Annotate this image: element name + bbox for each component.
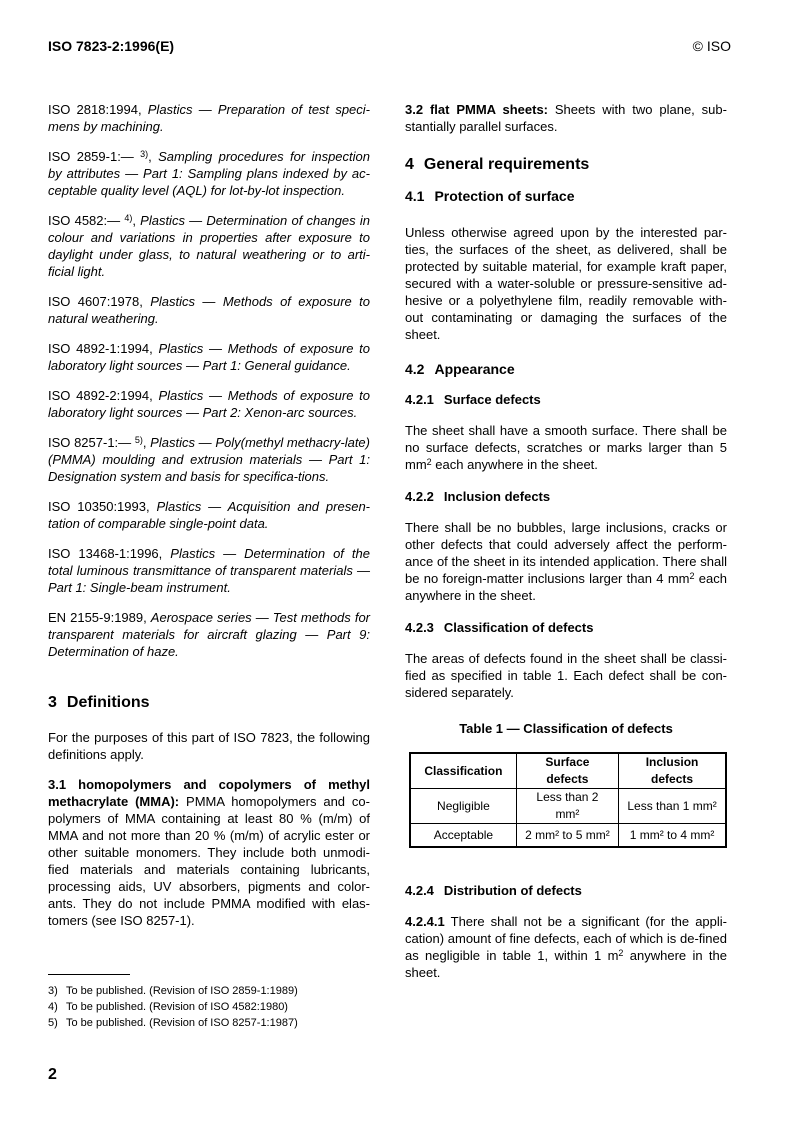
right-column	[405, 101, 727, 981]
section-4-2-heading: 4.2 Appearance	[405, 361, 515, 377]
table-row	[410, 824, 726, 848]
footnote-item: 4) To be published. (Revision of ISO 4582:1980)	[48, 1001, 288, 1013]
footnote-divider	[48, 974, 130, 975]
defects-table	[409, 752, 727, 848]
table-header-cell: Classification	[410, 753, 516, 789]
footnotes	[48, 983, 298, 1031]
section-3-heading: 3 Definitions	[48, 694, 150, 711]
copyright-mark: © ISO	[692, 38, 731, 54]
reference-item: ISO 2859-1:— $^{3)}$, Sampling procedures for inspection by attributes — Part 1: Sampling plans indexed by ac-ceptable quality level (AQL) for lot-by-lot inspection.	[48, 149, 370, 198]
table-cell: Less than 1 mm²	[619, 789, 726, 824]
reference-item: ISO 2818:1994, Plastics — Preparation of test speci-mens by machining.	[48, 102, 370, 134]
reference-item: ISO 13468-1:1996, Plastics — Determination of the total luminous transmittance of transparent materials — Part 1: Single-beam instrument.	[48, 546, 370, 595]
table-cell: Less than 2 mm²	[516, 789, 618, 824]
footnote-item: 5) To be published. (Revision of ISO 8257-1:1987)	[48, 1017, 298, 1029]
reference-item: EN 2155-9:1989, Aerospace series — Test methods for transparent materials for aircraft glazing — Part 9: Determination of haze.	[48, 610, 371, 659]
table-cell: Acceptable	[410, 824, 516, 848]
table-header-cell: Surface defects	[516, 753, 618, 789]
reference-item: ISO 10350:1993, Plastics — Acquisition and presen-tation of comparable single-point data.	[48, 499, 370, 531]
section-4-1-text: Unless otherwise agreed upon by the interested par-ties, the surfaces of the sheet, as delivered, shall be protected by suitable material, for example kraft paper, secured with a water-soluble or pressure-sensitive ad-hesive or a polyethylene film, readily removable with-out contaminating or damaging the surfaces of the sheet.	[405, 225, 727, 342]
section-4-2-4-1-text: 4.2.4.1 There shall not be a significant (for the appli-cation) amount of fine defects, each of which is de-fined as negligible in table 1, within 1 $m^2$ anywhere in the sheet.	[405, 914, 727, 980]
table-title: Table 1 — Classification of defects	[459, 721, 673, 736]
section-4-2-1-text: The sheet shall have a smooth surface. There shall be no surface defects, scratches or marks larger than 5 $mm^2$ each anywhere in the sheet.	[405, 423, 727, 472]
table-cell: 2 mm² to 5 mm²	[516, 824, 618, 848]
table-row	[410, 789, 726, 824]
section-4-2-4-heading: 4.2.4 Distribution of defects	[405, 883, 582, 898]
definition-3-1: 3.1 homopolymers and copolymers of methyl methacrylate (MMA): PMMA homopolymers and co-polymers of MMA containing at least 80 % (m/m) of MMA and not more than 20 % (m/m) of acrylic ester or other suitable monomers. They include both unmodi-fied materials and materials containing lubricants, processing aids, UV absorbers, pigments and color-ants. They do not include PMMA modified with elas-tomers (see ISO 8257-1).	[48, 777, 370, 928]
section-4-2-2-heading: 4.2.2 Inclusion defects	[405, 489, 551, 504]
table-header-row	[410, 753, 726, 789]
table-cell: Negligible	[410, 789, 516, 824]
reference-item: ISO 4582:— $^{4)}$, Plastics — Determination of changes in colour and variations in properties after exposure to daylight under glass, to natural weathering or to arti-ficial light.	[48, 213, 370, 279]
section-4-2-2-text: There shall be no bubbles, large inclusions, cracks or other defects that could adversely affect the perform-ance of the sheet in its intended application. There shall be no foreign-matter inclusions larger than 4 $mm^2$ each anywhere in the sheet.	[405, 520, 727, 603]
document-id: ISO 7823-2:1996(E)	[48, 38, 175, 54]
definition-3-2: 3.2 flat PMMA sheets: Sheets with two plane, sub-stantially parallel surfaces.	[405, 102, 727, 134]
page-number: 2	[48, 1066, 57, 1083]
footnote-item: 3) To be published. (Revision of ISO 2859-1:1989)	[48, 985, 298, 997]
reference-item: ISO 4892-2:1994, Plastics — Methods of exposure to laboratory light sources — Part 2: Xenon-arc sources.	[48, 388, 370, 420]
table-cell: 1 mm² to 4 mm²	[619, 824, 726, 848]
reference-item: ISO 4892-1:1994, Plastics — Methods of exposure to laboratory light sources — Part 1: General guidance.	[48, 341, 370, 373]
section-4-heading: 4 General requirements	[405, 156, 590, 173]
section-4-2-1-heading: 4.2.1 Surface defects	[405, 392, 541, 407]
reference-item: ISO 8257-1:— $^{5)}$, Plastics — Poly(methyl methacry-late) (PMMA) moulding and extrusion materials — Part 1: Designation system and basis for specifica-tions.	[48, 435, 370, 484]
definitions-intro: For the purposes of this part of ISO 7823, the following definitions apply.	[48, 730, 370, 762]
section-4-1-heading: 4.1 Protection of surface	[405, 188, 575, 204]
section-4-2-3-heading: 4.2.3 Classification of defects	[405, 620, 594, 635]
left-column	[48, 101, 370, 929]
table-header-cell: Inclusion defects	[619, 753, 726, 789]
section-4-2-3-text: The areas of defects found in the sheet shall be classi-fied as specified in table 1. Each defect shall be con-sidered separately.	[405, 651, 727, 700]
reference-item: ISO 4607:1978, Plastics — Methods of exposure to natural weathering.	[48, 294, 371, 326]
